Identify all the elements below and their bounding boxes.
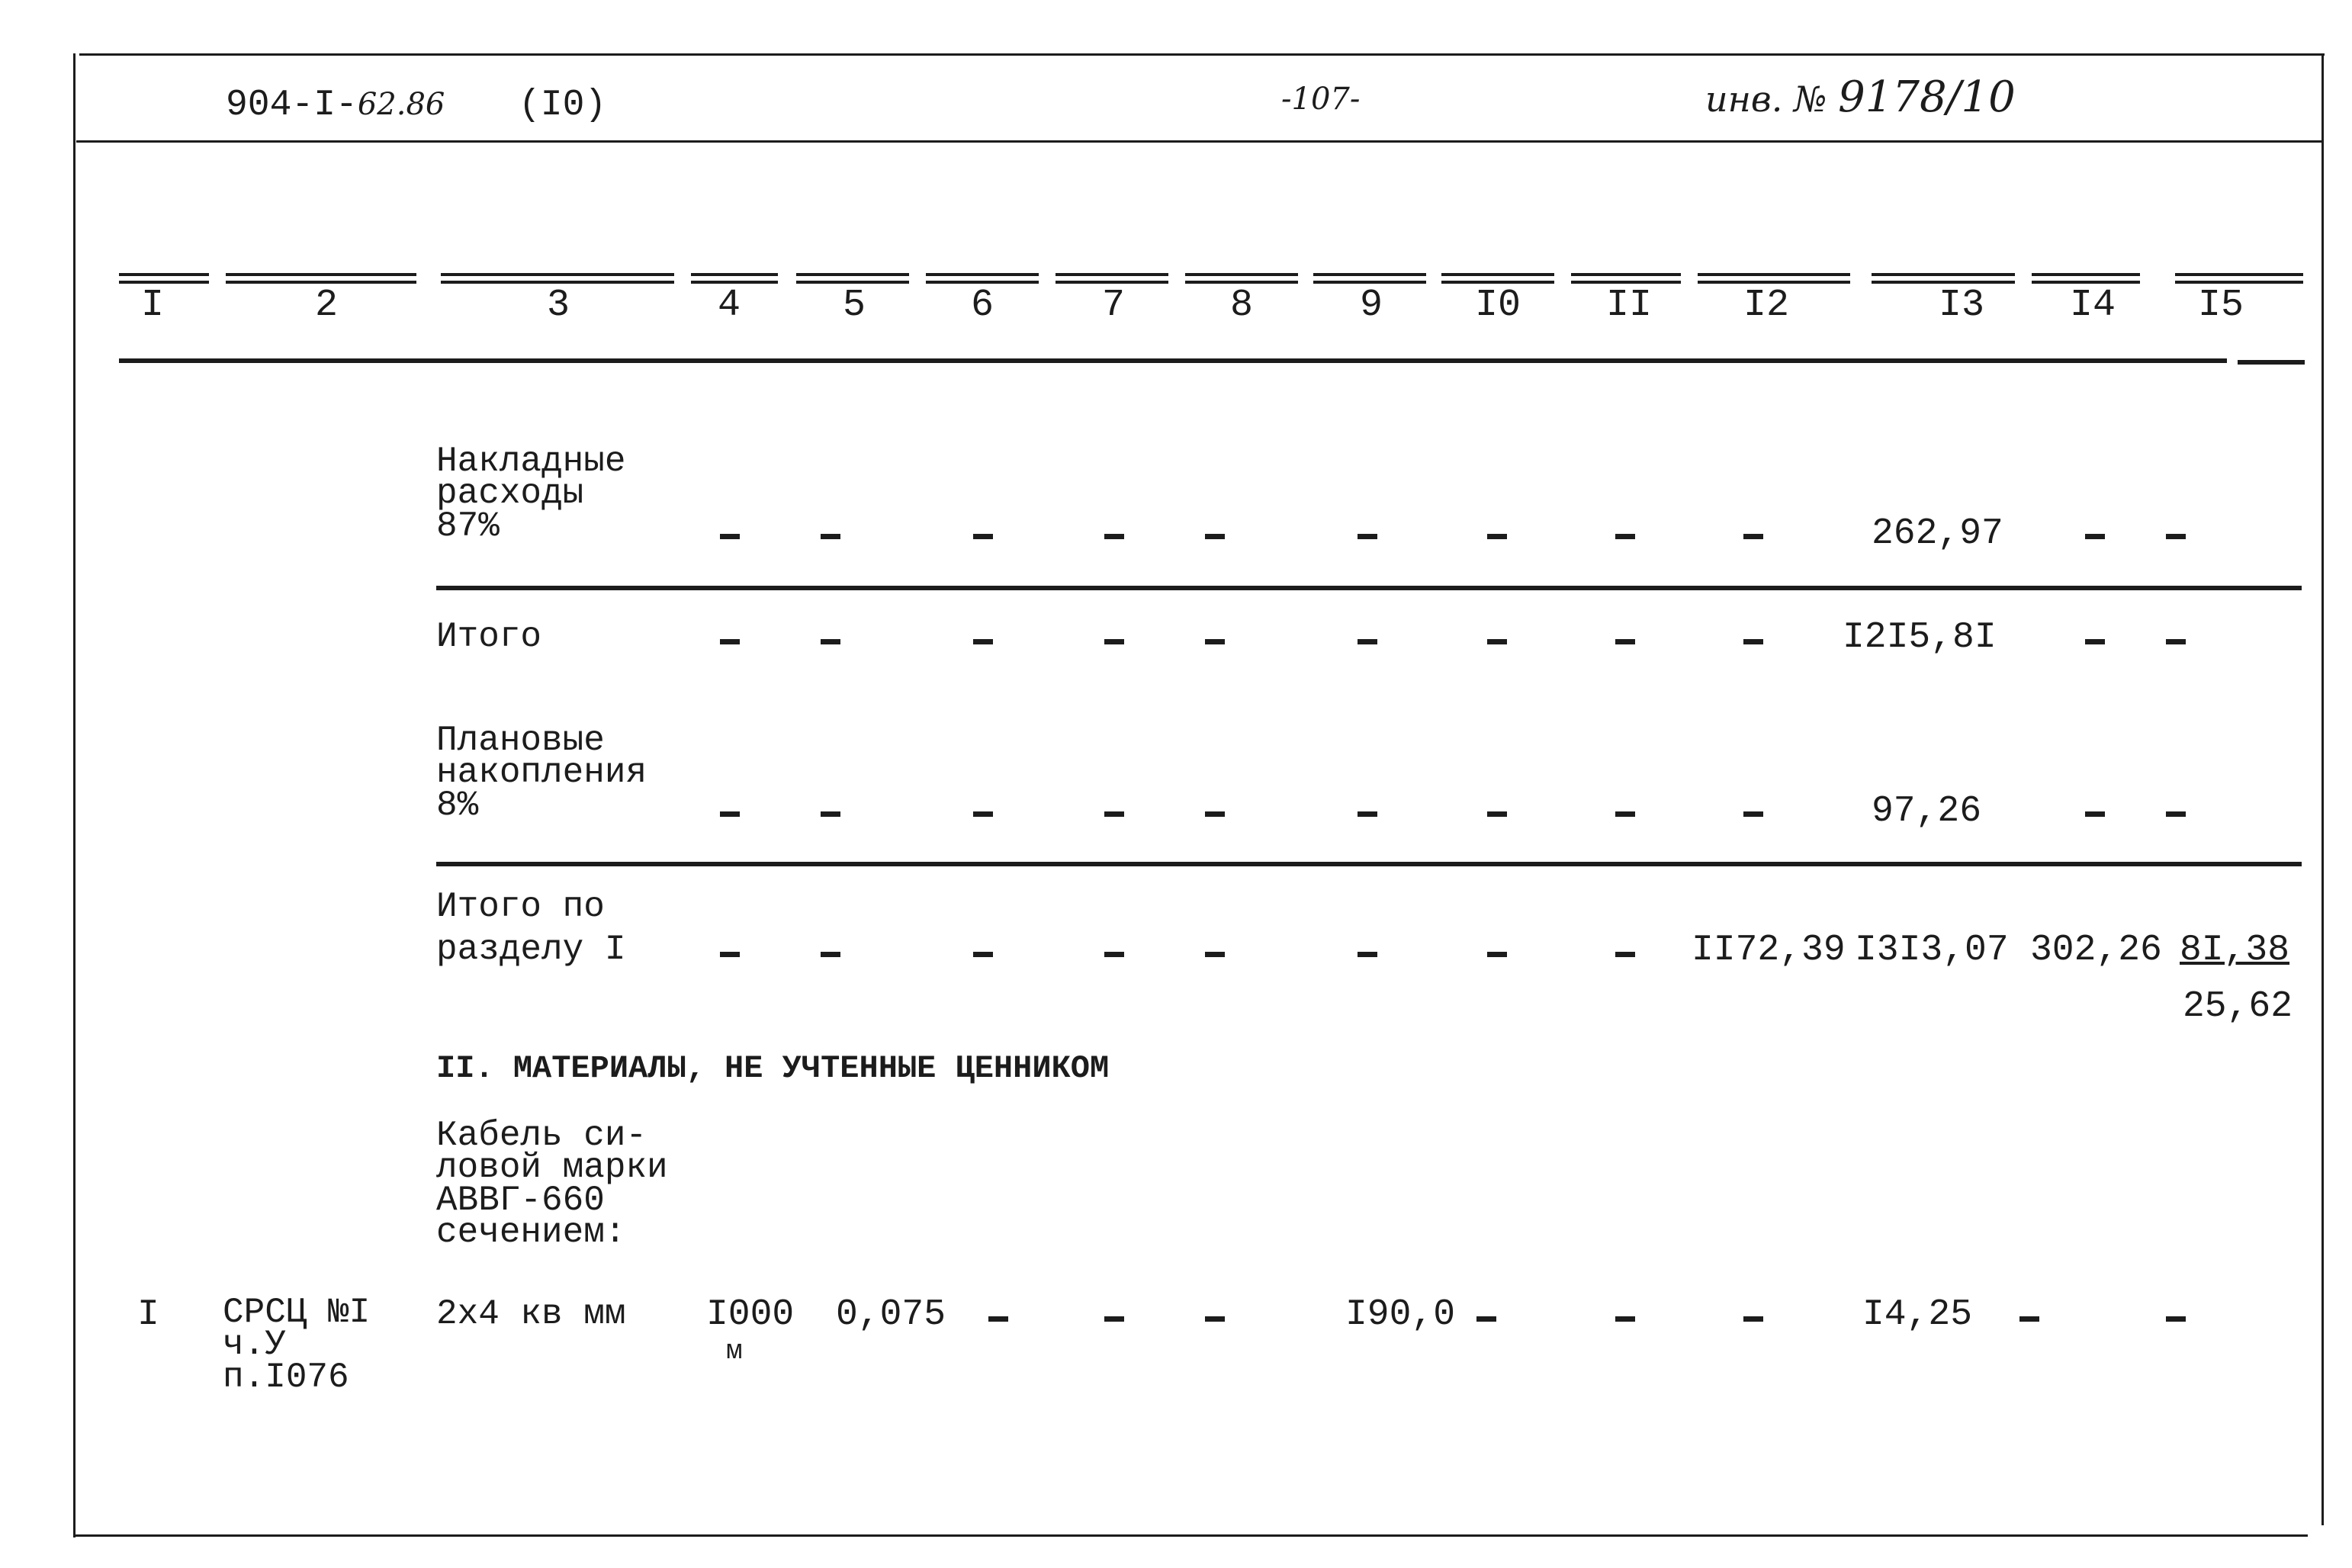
column-number-3: 3 (546, 284, 570, 327)
dash (1487, 952, 1507, 957)
dash (1743, 1316, 1763, 1322)
dash (1743, 534, 1763, 539)
column-number-8: 8 (1229, 284, 1254, 327)
row-rule-2 (436, 862, 2302, 866)
document-code-handwritten: 62.86 (357, 87, 445, 122)
column-number-11: II (1605, 284, 1653, 327)
section-total-label-line1: Итого по (436, 887, 605, 927)
dash (1487, 534, 1507, 539)
document-code-printed: 904-I- (226, 85, 358, 126)
column-number-10: I0 (1474, 284, 1521, 327)
section-total-col14: 302,26 (2030, 930, 2162, 971)
dash (988, 1316, 1008, 1322)
dash (720, 534, 740, 539)
dash (1104, 952, 1124, 957)
dash (1615, 1316, 1635, 1322)
dash (2166, 811, 2186, 817)
column-number-2: 2 (314, 284, 339, 327)
cable-item-col2: СРСЦ №I ч.У п.I076 (223, 1293, 371, 1397)
page-number: -107- (1281, 82, 1361, 117)
dash (2166, 639, 2186, 644)
dash (1358, 534, 1377, 539)
dash (1104, 1316, 1124, 1322)
dash (1615, 534, 1635, 539)
dash (973, 811, 993, 817)
cable-item-col13: I4,25 (1862, 1294, 1973, 1335)
dash (1487, 811, 1507, 817)
inventory-label: инв. № (1705, 79, 1827, 120)
row-total-label: Итого (436, 617, 542, 657)
dash (1487, 639, 1507, 644)
section-total-col12: II72,39 (1692, 930, 1846, 971)
dash (1615, 639, 1635, 644)
header-divider (76, 140, 2321, 143)
inventory-stamp (1705, 72, 2016, 122)
cable-item-col4-top: I000 (706, 1294, 795, 1335)
frame-left (73, 53, 76, 1537)
dash (973, 639, 993, 644)
cable-item-col9: I90,0 (1345, 1294, 1456, 1335)
dash (1615, 811, 1635, 817)
cable-item-col5: 0,075 (836, 1294, 946, 1335)
column-number-6: 6 (970, 284, 994, 327)
dash (2085, 639, 2105, 644)
dash (2085, 811, 2105, 817)
section-total-col15-top: 8I,38 (2180, 930, 2290, 971)
section-total-col15-bottom: 25,62 (2183, 986, 2293, 1027)
column-number-12: I2 (1743, 284, 1790, 327)
column-number-15: I5 (2197, 284, 2244, 327)
column-number-7: 7 (1101, 284, 1126, 327)
row-rule-1 (436, 586, 2302, 590)
column-number-5: 5 (842, 284, 866, 327)
section-number: (I0) (519, 85, 607, 126)
column-number-13: I3 (1938, 284, 1985, 327)
dash (1104, 534, 1124, 539)
dash (1476, 1316, 1496, 1322)
overhead-col13: 262,97 (1872, 513, 2003, 554)
dash (1205, 534, 1225, 539)
frame-right (2321, 53, 2324, 1525)
dash (1358, 952, 1377, 957)
section-heading: II. МАТЕРИАЛЫ, НЕ УЧТЕННЫЕ ЦЕННИКОМ (436, 1050, 1110, 1087)
dash (821, 811, 840, 817)
dash (1104, 811, 1124, 817)
column-number-9: 9 (1359, 284, 1383, 327)
dash (973, 534, 993, 539)
dash (2166, 534, 2186, 539)
dash (973, 952, 993, 957)
cable-description: Кабель си- ловой марки АВВГ-660 сечением: (436, 1116, 668, 1252)
dash (1358, 811, 1377, 817)
dash (720, 952, 740, 957)
dash (1205, 1316, 1225, 1322)
dash (1743, 811, 1763, 817)
dash (1615, 952, 1635, 957)
dash (2166, 1316, 2186, 1322)
cable-item-col4-bottom: м (726, 1335, 743, 1367)
cable-item-col3: 2х4 кв мм (436, 1294, 626, 1334)
dash (821, 952, 840, 957)
dash (821, 534, 840, 539)
frame-bottom (73, 1534, 2308, 1537)
column-number-4: 4 (717, 284, 741, 327)
total-col13: I2I5,8I (1843, 617, 1997, 658)
document-code (226, 87, 445, 124)
cable-item-col1: I (137, 1294, 159, 1335)
dash (2085, 534, 2105, 539)
row-planned-label: Плановые накопления 8% (436, 721, 647, 825)
dash (1358, 639, 1377, 644)
dash (720, 811, 740, 817)
column-number-1: I (140, 284, 165, 327)
planned-col13: 97,26 (1872, 791, 1982, 832)
frame-top (79, 53, 2325, 56)
row-overhead-label: Накладные расходы 87% (436, 442, 626, 546)
section-total-label-line2: разделу I (436, 930, 626, 969)
column-header-rule (119, 358, 2227, 363)
dash (821, 639, 840, 644)
dash (1205, 639, 1225, 644)
dash (2019, 1316, 2039, 1322)
dash (1205, 811, 1225, 817)
dash (1104, 639, 1124, 644)
column-header-rule-tail (2238, 360, 2305, 365)
inventory-number: 9178/10 (1838, 72, 2016, 122)
dash (1743, 639, 1763, 644)
dash (1205, 952, 1225, 957)
section-total-col13: I3I3,07 (1855, 930, 2009, 971)
dash (720, 639, 740, 644)
column-number-14: I4 (2069, 284, 2116, 327)
